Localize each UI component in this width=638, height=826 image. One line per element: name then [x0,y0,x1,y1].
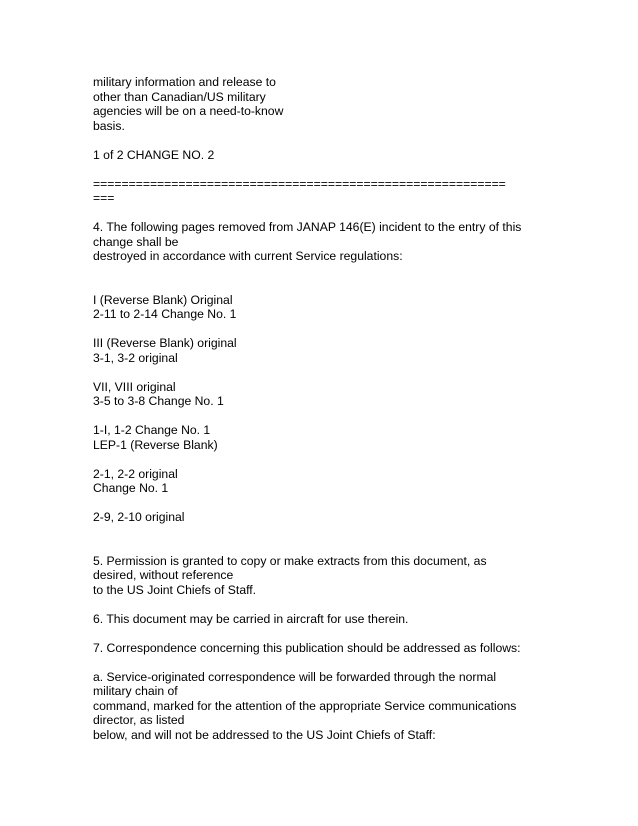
paragraph-5 [93,554,553,598]
page-group [93,380,553,409]
page-entry: Change No. 1 [93,481,169,495]
page-entry: III (Reverse Blank) original [93,336,237,350]
page-group [93,336,553,365]
paragraph-6: 6. This document may be carried in aircraft for use therein. [93,611,409,626]
intro-paragraph [93,75,553,133]
text-line: command, marked for the attention of the appropriate Service communications [93,698,517,713]
page-group [93,423,553,452]
text-line: 5. Permission is granted to copy or make extracts from this document, as [93,553,487,568]
paragraph-7: 7. Correspondence concerning this publication should be addressed as follows: [93,640,521,655]
paragraph-4 [93,220,553,264]
text-line: to the US Joint Chiefs of Staff. [93,582,257,597]
page-group [93,467,553,496]
text-line: basis. [93,118,125,133]
text-line: a. Service-originated correspondence will be forwarded through the normal [93,669,497,684]
page-entry: I (Reverse Blank) Original [93,292,233,307]
paragraph-a [93,670,553,743]
page-group [93,293,553,322]
change-header: 1 of 2 CHANGE NO. 2 [93,147,215,162]
page-entry: 3-1, 3-2 original [93,350,178,365]
page-entry: 1-I, 1-2 Change No. 1 [93,423,211,437]
text-line: destroyed in accordance with current Service regulations: [93,249,403,263]
page-entry: 2-9, 2-10 original [93,510,185,524]
text-line: military information and release to [93,75,276,89]
text-line: agencies will be on a need-to-know [93,104,284,118]
page-entry: 2-11 to 2-14 Change No. 1 [93,307,237,321]
text-line: military chain of [93,684,178,698]
text-line: director, as listed [93,713,185,727]
page-group [93,510,553,525]
page-entry: 2-1, 2-2 original [93,466,178,481]
document-page [93,75,553,742]
text-line: other than Canadian/US military [93,89,266,104]
text-line: below, and will not be addressed to the US Joint Chiefs of Staff: [93,727,436,742]
separator [93,177,553,206]
page-entry: 3-5 to 3-8 Change No. 1 [93,394,224,408]
separator-line: ========================================================== [93,176,506,191]
text-line: 4. The following pages removed from JANAP 146(E) incident to the entry of this [93,220,522,234]
page-entry: VII, VIII original [93,379,176,394]
text-line: desired, without reference [93,568,234,582]
text-line: change shall be [93,234,179,249]
page-entry: LEP-1 (Reverse Blank) [93,437,218,452]
separator-line: === [93,191,115,205]
